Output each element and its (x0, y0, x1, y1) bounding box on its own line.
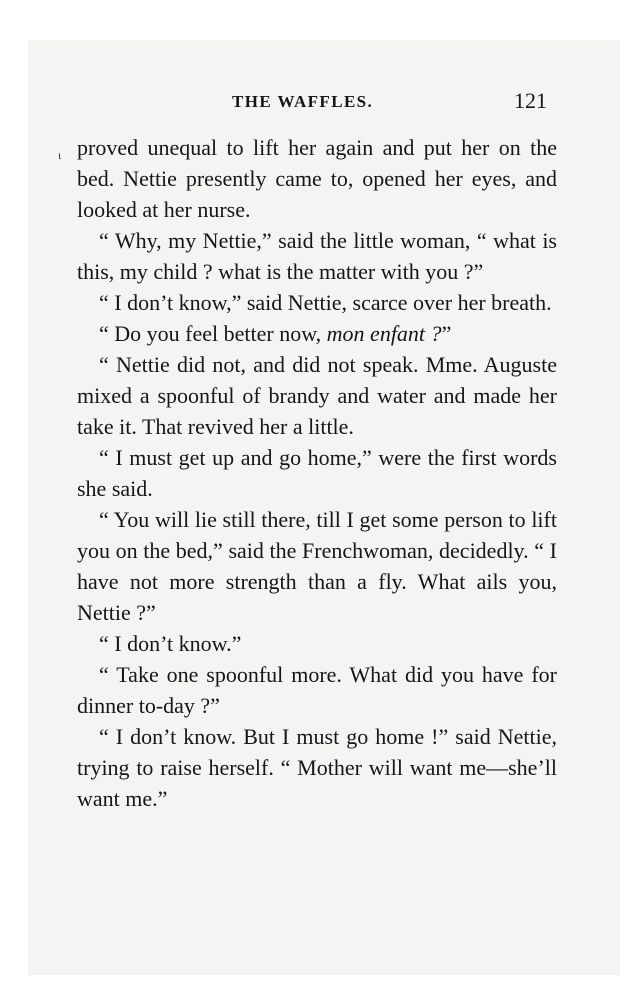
paragraph: “ I don’t know.” (99, 631, 242, 656)
paragraph-text: “ Do you feel better now, (99, 321, 327, 346)
paragraph: “ Take one spoonful more. What did you have for dinner to-day ?” (77, 662, 557, 718)
paragraph: proved unequal to lift her again and put her on the bed. Nettie presently came to, opened her eyes, and looked at her nurse. (77, 135, 557, 222)
paragraph: “ I must get up and go home,” were the first words she said. (77, 445, 557, 501)
paragraph: “ Nettie did not, and did not speak. Mme. Auguste mixed a spoonful of brandy and water and made her take it. That revived her a little. (77, 352, 557, 439)
paragraph-text: ” (441, 321, 452, 346)
page-header (0, 88, 643, 118)
paragraph: “ Why, my Nettie,” said the little woman, “ what is this, my child ? what is the matter with you ?” (77, 228, 557, 284)
margin-mark: ι (58, 148, 62, 162)
paragraph (77, 318, 557, 349)
paragraph: “ I don’t know,” said Nettie, scarce over her breath. (99, 290, 552, 315)
italic-phrase: mon enfant ? (326, 321, 442, 346)
running-title: THE WAFFLES. (232, 92, 374, 111)
page-number: 121 (514, 88, 547, 113)
body-text (77, 132, 557, 814)
paragraph: “ You will lie still there, till I get some person to lift you on the bed,” said the Frenchwoman, decidedly. “ I have not more strength than a fly. What ails you, Nettie ?” (77, 507, 557, 625)
paragraph: “ I don’t know. But I must go home !” said Nettie, trying to raise herself. “ Mother will want me—she’ll want me.” (77, 724, 557, 811)
